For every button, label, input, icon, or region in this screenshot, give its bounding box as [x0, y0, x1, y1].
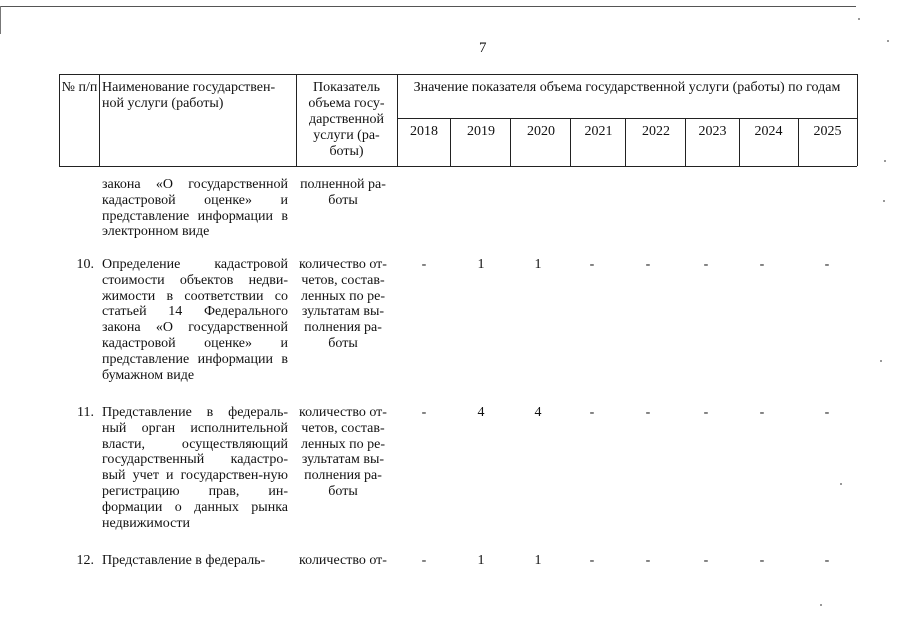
header-top-rule: [59, 74, 857, 75]
header-year: 2018: [410, 124, 438, 139]
row-value-2019: 4: [477, 405, 485, 420]
page-top-border: [0, 6, 856, 7]
row-value-2018: -: [421, 553, 427, 568]
row-indicator: количество от-четов, состав-ленных по ре-зультатам вы-полнения ра-боты: [299, 405, 387, 499]
row-number: 11.: [77, 405, 94, 420]
row-value-2025: -: [824, 553, 830, 568]
row-value-2024: -: [759, 405, 765, 420]
row-service-name: закона «О государственной кадастровой оценке» и представление информации в электронном виде: [102, 177, 288, 240]
row-service-name: Определение кадастровой стоимости объектов недви-жимости в соответствии со статьей 14 Федерального закона «О государственной кадастровой оценке» и представление информации в бумажном виде: [102, 257, 288, 383]
row-indicator: полненной ра-боты: [300, 177, 386, 208]
header-year: 2021: [584, 124, 613, 139]
row-value-2022: -: [645, 405, 651, 420]
row-indicator: количество от-четов, состав-ленных по ре-зультатам вы-полнения ра-боты: [299, 257, 387, 351]
header-year: 2020: [527, 124, 555, 139]
header-col-line: [857, 74, 858, 166]
row-service-name: Представление в федераль-: [102, 553, 266, 568]
row-value-2024: -: [759, 553, 765, 568]
row-service-name: Представление в федераль-ный орган исполнительной власти, осуществляющий государственный кадастро-вый учет и государствен-ную регистрацию прав, ин-формации о данных рынка недвижимости: [102, 405, 288, 531]
header-year: 2019: [467, 124, 495, 139]
row-value-2023: -: [703, 405, 709, 420]
row-value-2025: -: [824, 257, 830, 272]
header-name: Наименование государствен-ной услуги (работы): [102, 80, 276, 111]
header-indicator: Показатель объема госу-дарственной услуги (ра-боты): [308, 80, 385, 159]
header-year: 2024: [754, 124, 783, 139]
header-year: 2022: [642, 124, 670, 139]
row-value-2020: 4: [534, 405, 542, 420]
header-bottom-rule: [59, 166, 857, 167]
row-value-2024: -: [759, 257, 765, 272]
header-years-rule: [397, 118, 857, 119]
row-value-2021: -: [589, 257, 595, 272]
row-value-2020: 1: [534, 257, 542, 272]
row-value-2019: 1: [477, 257, 485, 272]
header-year: 2023: [698, 124, 727, 139]
row-value-2020: 1: [534, 553, 542, 568]
header-year: 2025: [813, 124, 842, 139]
row-value-2019: 1: [477, 553, 485, 568]
header-num: № п/п: [61, 80, 98, 95]
row-value-2021: -: [589, 553, 595, 568]
row-value-2025: -: [824, 405, 830, 420]
row-value-2021: -: [589, 405, 595, 420]
header-col-line: [296, 74, 297, 166]
row-value-2023: -: [703, 553, 709, 568]
row-value-2018: -: [421, 257, 427, 272]
row-number: 12.: [76, 553, 94, 568]
row-value-2023: -: [703, 257, 709, 272]
header-col-line: [99, 74, 100, 166]
row-number: 10.: [76, 257, 94, 272]
header-col-line: [397, 74, 398, 166]
row-value-2022: -: [645, 257, 651, 272]
row-value-2022: -: [645, 553, 651, 568]
header-value-group: Значение показателя объема государственной услуги (работы) по годам: [413, 80, 841, 95]
row-indicator: количество от-: [299, 553, 387, 568]
row-value-2018: -: [421, 405, 427, 420]
page-number: 7: [479, 40, 487, 56]
page-left-border: [0, 6, 1, 34]
